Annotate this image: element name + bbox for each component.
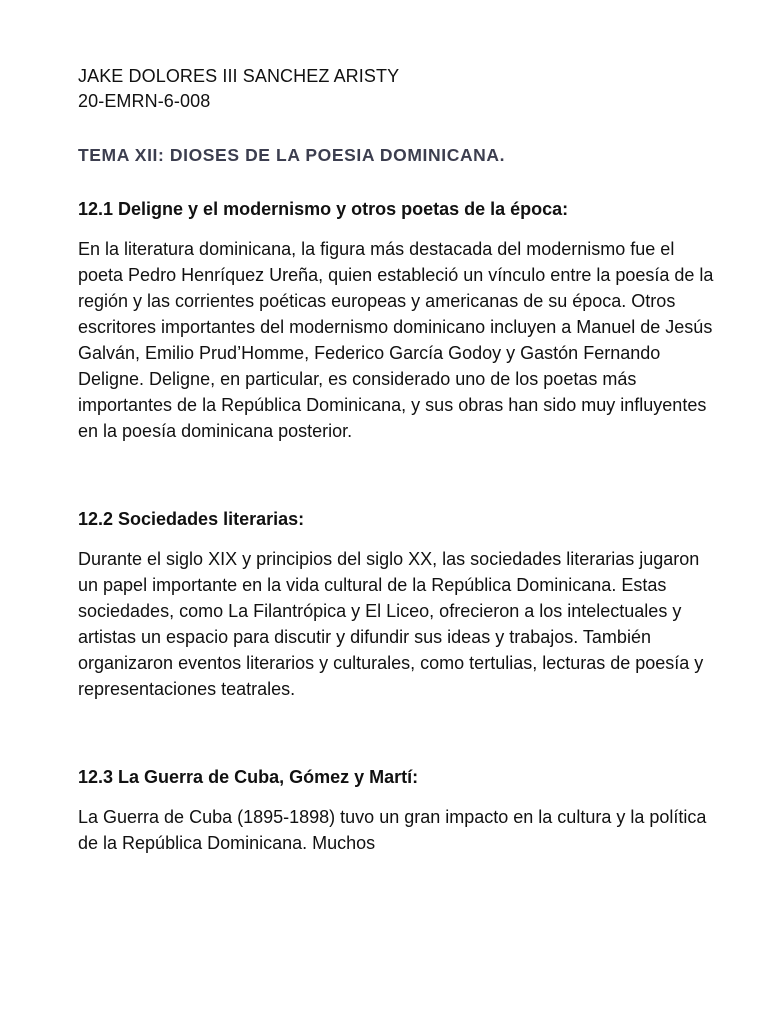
section-heading-12-2: 12.2 Sociedades literarias: [78, 509, 305, 529]
document-title: TEMA XII: DIOSES DE LA POESIA DOMINICANA. [78, 145, 506, 165]
section-body-12-2: Durante el siglo XIX y principios del siglo XX, las sociedades literarias jugaron un papel importante en la vida cultural de la República Dominicana. Estas sociedades, como La Filantrópica y El Liceo, ofrecieron a los intelectuales y artistas un espacio para discutir y difundir sus ideas y trabajos. También organizaron eventos literarios y culturales, como tertulias, lecturas de poesía y representaciones teatrales. [78, 549, 704, 699]
section-body-12-3: La Guerra de Cuba (1895-1898) tuvo un gran impacto en la cultura y la política de la República Dominicana. Muchos [78, 807, 707, 853]
document-content [78, 64, 718, 856]
author-name: JAKE DOLORES III SANCHEZ ARISTY [78, 66, 400, 86]
section-heading-12-1: 12.1 Deligne y el modernismo y otros poetas de la época: [78, 199, 569, 219]
student-id: 20-EMRN-6-008 [78, 91, 211, 111]
section-heading-12-3: 12.3 La Guerra de Cuba, Gómez y Martí: [78, 767, 419, 787]
section-body-12-1: En la literatura dominicana, la figura más destacada del modernismo fue el poeta Pedro Henríquez Ureña, quien estableció un vínculo entre la poesía de la región y las corrientes poéticas europeas y americanas de su época. Otros escritores importantes del modernismo dominicano incluyen a Manuel de Jesús Galván, Emilio Prud’Homme, Federico García Godoy y Gastón Fernando Deligne. Deligne, en particular, es considerado uno de los poetas más importantes de la República Dominicana, y sus obras han sido muy influyentes en la poesía dominicana posterior. [78, 239, 714, 441]
